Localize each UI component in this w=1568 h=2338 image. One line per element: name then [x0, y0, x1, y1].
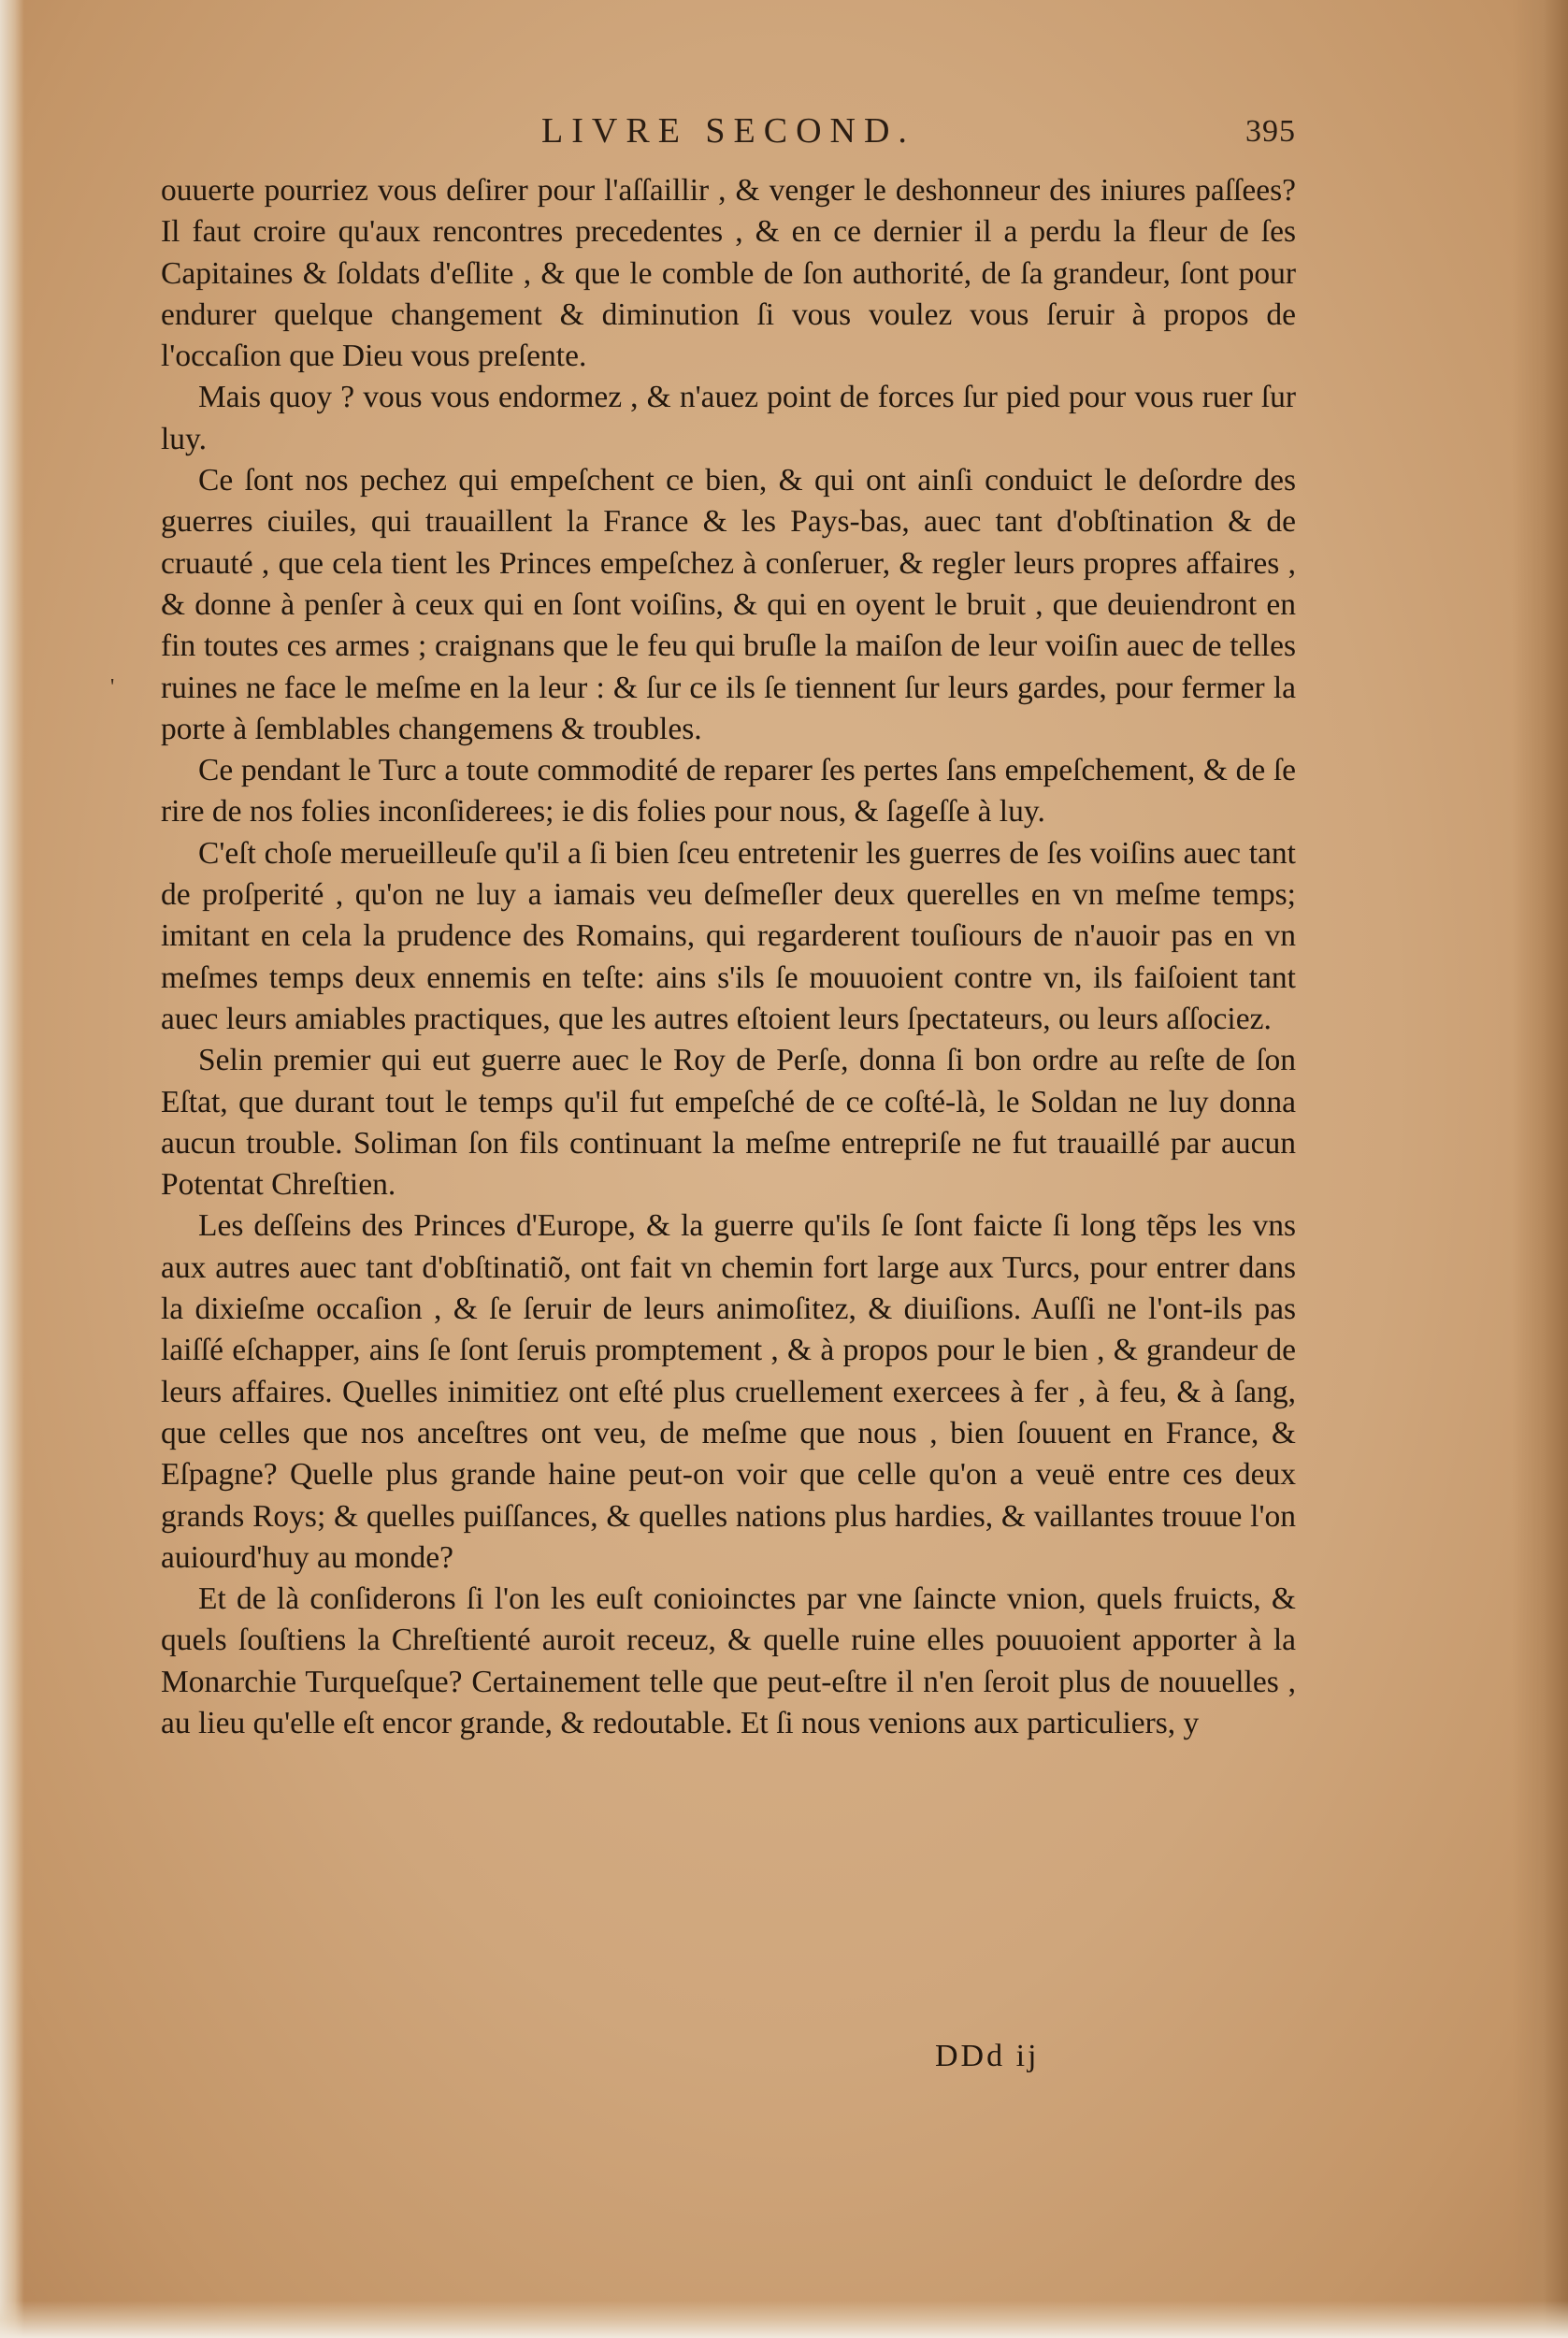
paragraph: Ce pendant le Turc a toute commodité de reparer ſes pertes ſans empeſchement, & de ſe rire de nos folies inconſiderees; ie dis folies pour nous, & ſageſſe à luy.	[161, 753, 1296, 830]
paragraph: Et de là conſiderons ſi l'on les euſt conioinctes par vne ſaincte vnion, quels fruicts, & quels ſouſtiens la Chreſtienté auroit receuz, & quelle ruine elles pouuoient apporter à la Monarchie Turqueſque? Certainement telle que peut-eſtre il n'en ſeroit plus de nouuelles , au lieu qu'elle eſt encor grande, & redoutable. Et ſi nous venions aux particuliers, y	[161, 1581, 1296, 1740]
paragraph: Ce ſont nos pechez qui empeſchent ce bien, & qui ont ainſi conduict le deſordre des guerres ciuiles, qui trauaillent la France & les Pays-bas, auec tant d'obſtination & de cruauté , que cela tient les Princes empeſchez à conſeruer, & regler leurs propres affaires , & donne à penſer à ceux qui en ſont voiſins, & qui en oyent le bruit , que deuiendront en fin toutes ces armes ; craignans que le feu qui bruſle la maiſon de leur voiſin auec de telles ruines ne face le meſme en la leur : & ſur ce ils ſe tiennent ſur leurs gardes, pour fermer la porte à ſemblables changemens & troubles.	[161, 463, 1296, 746]
page-left-edge	[0, 0, 24, 2338]
body-text	[161, 170, 1296, 1744]
signature-mark: DDd ij	[935, 2039, 1040, 2073]
running-title: LIVRE SECOND.	[541, 111, 915, 151]
paragraph: ouuerte pourriez vous deſirer pour l'aſſaillir , & venger le deshonneur des iniures paſſees? Il faut croire qu'aux rencontres precedentes , & en ce dernier il a perdu la fleur de ſes Capitaines & ſoldats d'eſlite , & que le comble de ſon authorité, de ſa grandeur, ſont pour endurer quelque changement & diminution ſi vous voulez vous ſeruir à propos de l'occaſion que Dieu vous preſente.	[161, 173, 1296, 374]
paragraph: Mais quoy ? vous vous endormez , & n'auez point de forces ſur pied pour vous ruer ſur luy.	[161, 380, 1296, 456]
paragraph: C'eſt choſe merueilleuſe qu'il a ſi bien ſceu entretenir les guerres de ſes voiſins auec tant de proſperité , qu'on ne luy a iamais veu deſmeſler deux querelles en vn meſme temps; imitant en cela la prudence des Romains, qui regarderent touſiours de n'auoir pas en vn meſmes temps deux ennemis en teſte: ains s'ils ſe mouuoient contre vn, ils faiſoient tant auec leurs amiables practiques, que les autres eſtoient leurs ſpectateurs, ou leurs aſſociez.	[161, 835, 1296, 1036]
paragraph: Selin premier qui eut guerre auec le Roy de Perſe, donna ſi bon ordre au reſte de ſon Eſtat, que durant tout le temps qu'il fut empeſché de ce coſté-là, le Soldan ne luy donna aucun trouble. Soliman ſon fils continuant la meſme entrepriſe ne fut trauaillé par aucun Potentat Chreſtien.	[161, 1043, 1296, 1203]
page-right-edge	[1512, 0, 1568, 2338]
marginal-mark: '	[110, 675, 115, 700]
page-bottom-edge	[0, 2301, 1568, 2338]
page-number: 395	[1245, 114, 1296, 149]
paragraph: Les deſſeins des Princes d'Europe, & la guerre qu'ils ſe ſont faicte ſi long tẽps les vns aux autres auec tant d'obſtinatiõ, ont fait vn chemin fort large aux Turcs, pour entrer dans la dixieſme occaſion , & ſe ſeruir de leurs animoſitez, & diuiſions. Auſſi ne l'ont-ils pas laiſſé eſchapper, ains ſe ſont ſeruis promptement , & à propos pour le bien , & grandeur de leurs affaires. Quelles inimitiez ont eſté plus cruellement exercees à fer , à feu, & à ſang, que celles que nos anceſtres ont veu, de meſme que nous , bien ſouuent en France, & Eſpagne? Quelle plus grande haine peut-on voir que celle qu'on a veuë entre ces deux grands Roys; & quelles puiſſances, & quelles nations plus hardies, & vaillantes trouue l'on auiourd'huy au monde?	[161, 1208, 1296, 1575]
page-header	[161, 110, 1296, 166]
